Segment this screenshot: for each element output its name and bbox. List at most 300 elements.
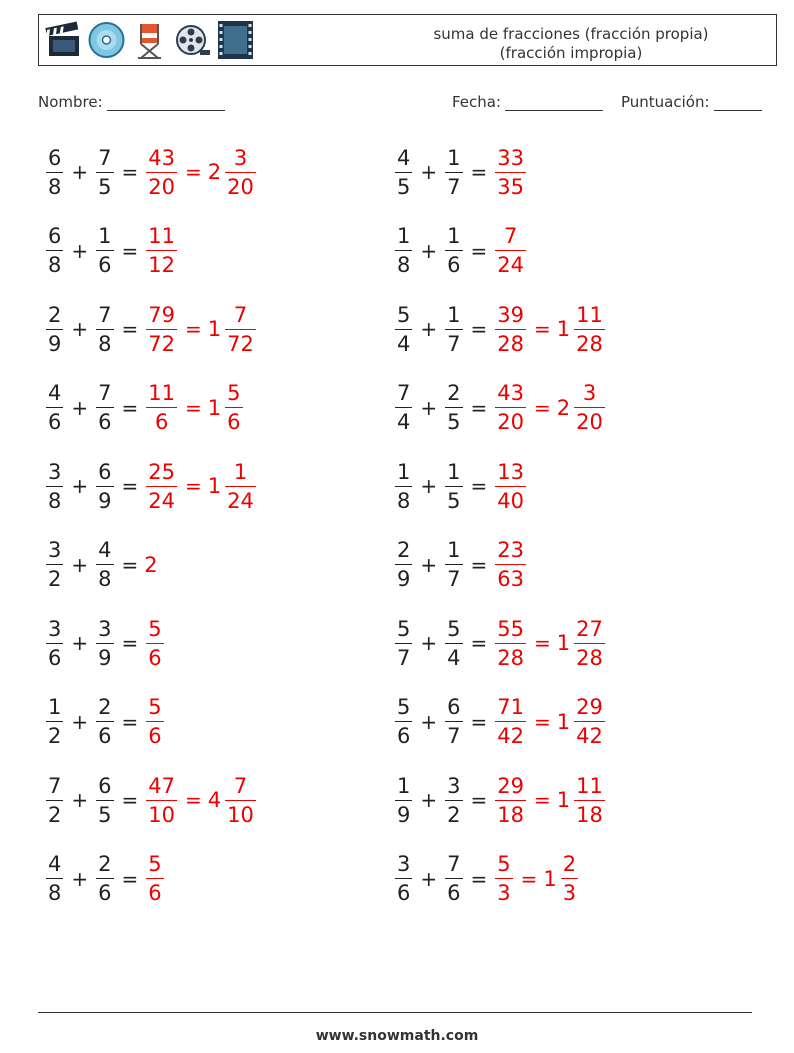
denominator: 6 xyxy=(98,410,112,434)
fraction-bar xyxy=(46,172,63,173)
fraction xyxy=(46,852,63,905)
denominator: 6 xyxy=(148,881,162,905)
fraction-bar xyxy=(445,564,462,565)
fraction xyxy=(46,538,63,591)
numerator: 71 xyxy=(497,695,525,719)
mixed-fraction xyxy=(225,146,256,199)
denominator: 6 xyxy=(98,724,112,748)
fraction xyxy=(495,617,526,670)
denominator: 6 xyxy=(148,645,162,670)
equals-sign: = xyxy=(534,788,551,812)
denominator: 20 xyxy=(576,410,603,434)
fraction-bar xyxy=(445,721,462,722)
fraction xyxy=(445,774,462,827)
fraction-bar xyxy=(574,721,605,722)
plus-sign: + xyxy=(71,238,89,263)
numerator: 39 xyxy=(497,302,525,327)
fraction xyxy=(395,617,412,670)
fraction-bar xyxy=(46,250,63,251)
numerator: 3 xyxy=(397,852,411,876)
fraction-bar xyxy=(46,721,63,722)
fraction xyxy=(146,852,163,905)
plus-sign: + xyxy=(420,474,438,498)
plus-sign: + xyxy=(71,788,89,812)
denominator: 40 xyxy=(497,488,525,513)
numerator: 1 xyxy=(447,145,461,170)
mixed-whole: 1 xyxy=(556,709,571,734)
denominator: 4 xyxy=(397,331,411,356)
fraction-bar xyxy=(96,486,113,487)
fraction xyxy=(445,538,462,591)
equals-sign: = xyxy=(121,866,139,891)
fraction xyxy=(96,774,113,827)
answer-whole: 2 xyxy=(144,552,158,577)
fraction-bar xyxy=(225,486,256,487)
denominator: 9 xyxy=(98,488,112,513)
denominator: 2 xyxy=(48,567,62,591)
denominator: 7 xyxy=(447,724,461,748)
denominator: 4 xyxy=(447,645,461,670)
denominator: 10 xyxy=(148,802,176,827)
fraction-bar xyxy=(146,250,177,251)
problem-item xyxy=(44,295,258,363)
problem-item xyxy=(393,452,528,520)
fraction-bar xyxy=(46,329,63,330)
denominator: 7 xyxy=(447,331,461,356)
denominator: 8 xyxy=(48,253,62,277)
problem-item xyxy=(44,845,166,913)
fraction-bar xyxy=(46,486,63,487)
denominator: 5 xyxy=(397,174,411,199)
fraction-bar xyxy=(445,407,462,408)
plus-sign: + xyxy=(420,709,438,734)
denominator: 6 xyxy=(148,724,162,748)
equals-sign: = xyxy=(470,709,488,734)
problem-item xyxy=(44,531,158,599)
mixed-whole: 1 xyxy=(543,866,557,891)
equals-sign: = xyxy=(470,631,488,655)
fraction xyxy=(495,852,512,905)
denominator: 2 xyxy=(48,802,62,827)
numerator: 11 xyxy=(576,302,603,327)
equals-sign: = xyxy=(121,317,139,341)
numerator: 3 xyxy=(48,459,62,484)
equals-sign: = xyxy=(121,238,139,263)
denominator: 18 xyxy=(576,802,603,827)
numerator: 3 xyxy=(233,145,248,170)
name-field[interactable] xyxy=(38,93,225,111)
denominator: 9 xyxy=(397,802,411,827)
fraction xyxy=(495,538,526,591)
date-label: Fecha: xyxy=(452,93,502,111)
problem-item xyxy=(393,531,528,599)
equals-sign: = xyxy=(121,160,139,184)
fraction xyxy=(495,695,526,748)
numerator: 6 xyxy=(98,773,112,798)
problem-item xyxy=(393,609,607,677)
numerator: 1 xyxy=(397,459,411,484)
plus-sign: + xyxy=(71,395,89,420)
numerator: 5 xyxy=(148,695,162,719)
fraction-bar xyxy=(96,250,113,251)
fraction-bar xyxy=(395,407,412,408)
fraction-bar xyxy=(574,407,605,408)
fraction-bar xyxy=(445,329,462,330)
plus-sign: + xyxy=(420,552,438,577)
numerator: 7 xyxy=(233,773,248,798)
fraction xyxy=(445,381,462,434)
fraction xyxy=(395,303,412,356)
plus-sign: + xyxy=(71,709,89,734)
denominator: 9 xyxy=(397,567,411,591)
numerator: 3 xyxy=(98,616,112,641)
denominator: 4 xyxy=(397,410,411,434)
fraction-bar xyxy=(225,172,256,173)
numerator: 1 xyxy=(447,224,461,248)
plus-sign: + xyxy=(420,160,438,184)
equals-sign: = xyxy=(534,395,551,420)
fraction-bar xyxy=(445,800,462,801)
equals-sign: = xyxy=(534,709,551,734)
fraction xyxy=(146,460,177,513)
fraction-bar xyxy=(445,878,462,879)
mixed-whole: 1 xyxy=(207,395,222,420)
denominator: 3 xyxy=(497,881,511,905)
numerator: 5 xyxy=(148,852,162,876)
numerator: 7 xyxy=(447,852,461,876)
equals-sign: = xyxy=(520,866,538,891)
denominator: 18 xyxy=(497,802,525,827)
numerator: 79 xyxy=(148,302,176,327)
denominator: 8 xyxy=(397,488,411,513)
denominator: 5 xyxy=(98,802,112,827)
numerator: 1 xyxy=(233,459,248,484)
fraction xyxy=(395,381,412,434)
fraction xyxy=(445,695,462,748)
numerator: 1 xyxy=(447,538,461,562)
fraction-bar xyxy=(96,564,113,565)
fraction xyxy=(495,146,526,199)
equals-sign: = xyxy=(534,631,551,655)
numerator: 11 xyxy=(148,224,176,248)
fraction xyxy=(395,695,412,748)
numerator: 5 xyxy=(497,852,511,876)
fraction xyxy=(495,381,526,434)
equals-sign: = xyxy=(121,474,139,498)
fraction xyxy=(146,146,177,199)
denominator: 28 xyxy=(497,645,525,670)
plus-sign: + xyxy=(420,631,438,655)
equals-sign: = xyxy=(185,395,202,420)
denominator: 63 xyxy=(497,567,525,591)
fraction-bar xyxy=(46,878,63,879)
fraction-bar xyxy=(495,643,526,644)
problem-item xyxy=(44,217,179,285)
fraction-bar xyxy=(495,172,526,173)
fraction xyxy=(96,538,113,591)
equals-sign: = xyxy=(185,788,202,812)
fraction-bar xyxy=(445,486,462,487)
problem-item xyxy=(393,845,580,913)
denominator: 8 xyxy=(98,567,112,591)
mixed-fraction xyxy=(561,852,578,905)
denominator: 5 xyxy=(447,410,461,434)
denominator: 7 xyxy=(447,174,461,199)
numerator: 3 xyxy=(447,773,461,798)
numerator: 5 xyxy=(397,302,411,327)
denominator: 20 xyxy=(497,410,525,434)
numerator: 11 xyxy=(148,381,176,405)
fraction xyxy=(96,460,113,513)
fraction xyxy=(146,695,163,748)
denominator: 6 xyxy=(98,253,112,277)
denominator: 20 xyxy=(148,174,176,199)
numerator: 1 xyxy=(397,224,411,248)
fraction-bar xyxy=(395,250,412,251)
numerator: 1 xyxy=(447,459,461,484)
fraction-bar xyxy=(495,329,526,330)
equals-sign: = xyxy=(185,474,202,498)
fraction xyxy=(495,224,526,277)
numerator: 5 xyxy=(397,616,411,641)
numerator: 27 xyxy=(576,616,603,641)
fraction-bar xyxy=(395,564,412,565)
fraction-bar xyxy=(146,407,177,408)
numerator: 5 xyxy=(148,616,162,641)
numerator: 2 xyxy=(98,852,112,876)
numerator: 2 xyxy=(48,302,62,327)
name-label: Nombre: xyxy=(38,93,103,111)
plus-sign: + xyxy=(420,238,438,263)
fraction-bar xyxy=(561,878,578,879)
numerator: 7 xyxy=(233,302,248,327)
mixed-fraction xyxy=(574,381,605,434)
disc-icon xyxy=(88,20,125,60)
fraction-bar xyxy=(395,329,412,330)
fraction-bar xyxy=(395,721,412,722)
numerator: 7 xyxy=(98,145,112,170)
denominator: 20 xyxy=(227,174,254,199)
denominator: 8 xyxy=(397,253,411,277)
mixed-fraction xyxy=(574,774,605,827)
problem-item xyxy=(393,688,607,756)
equals-sign: = xyxy=(470,395,488,420)
denominator: 6 xyxy=(48,410,62,434)
mixed-fraction xyxy=(225,381,242,434)
mixed-whole: 1 xyxy=(556,631,571,655)
equals-sign: = xyxy=(470,317,488,341)
fraction xyxy=(495,460,526,513)
plus-sign: + xyxy=(71,160,89,184)
fraction xyxy=(495,774,526,827)
fraction xyxy=(46,146,63,199)
score-blank[interactable] xyxy=(714,96,762,111)
fraction-bar xyxy=(495,250,526,251)
fraction xyxy=(96,303,113,356)
mixed-whole: 1 xyxy=(556,317,571,341)
numerator: 2 xyxy=(447,381,461,405)
plus-sign: + xyxy=(420,866,438,891)
denominator: 6 xyxy=(397,724,411,748)
mixed-whole: 1 xyxy=(556,788,571,812)
fraction xyxy=(46,695,63,748)
score-label: Puntuación: xyxy=(621,93,710,111)
numerator: 7 xyxy=(48,773,62,798)
mixed-whole: 2 xyxy=(556,395,571,420)
fraction-bar xyxy=(395,800,412,801)
fraction xyxy=(146,224,177,277)
denominator: 6 xyxy=(98,881,112,905)
fraction xyxy=(395,774,412,827)
equals-sign: = xyxy=(470,238,488,263)
fraction-bar xyxy=(225,329,256,330)
equals-sign: = xyxy=(121,552,139,577)
numerator: 13 xyxy=(497,459,525,484)
fraction-bar xyxy=(445,172,462,173)
fraction-bar xyxy=(46,800,63,801)
director-chair-icon xyxy=(131,20,168,60)
numerator: 33 xyxy=(497,145,525,170)
denominator: 12 xyxy=(148,253,176,277)
equals-sign: = xyxy=(121,709,139,734)
numerator: 3 xyxy=(582,381,597,405)
fraction-bar xyxy=(96,878,113,879)
fraction-bar xyxy=(225,800,256,801)
numerator: 55 xyxy=(497,616,525,641)
date-blank[interactable] xyxy=(505,96,603,111)
mixed-fraction xyxy=(574,617,605,670)
numerator: 25 xyxy=(148,459,176,484)
date-field[interactable] xyxy=(452,93,603,111)
fraction xyxy=(395,538,412,591)
icon-strip xyxy=(45,20,254,62)
fraction-bar xyxy=(574,329,605,330)
denominator: 6 xyxy=(397,881,411,905)
numerator: 11 xyxy=(576,773,603,798)
fraction-bar xyxy=(146,800,177,801)
fraction-bar xyxy=(574,643,605,644)
equals-sign: = xyxy=(470,866,488,891)
fraction xyxy=(445,852,462,905)
denominator: 28 xyxy=(576,331,603,356)
fraction xyxy=(96,617,113,670)
fraction xyxy=(46,774,63,827)
fraction xyxy=(445,146,462,199)
equals-sign: = xyxy=(185,160,202,184)
fraction xyxy=(146,617,163,670)
fraction xyxy=(445,303,462,356)
plus-sign: + xyxy=(420,788,438,812)
plus-sign: + xyxy=(71,474,89,498)
fraction xyxy=(96,381,113,434)
fraction xyxy=(395,224,412,277)
numerator: 4 xyxy=(397,145,411,170)
numerator: 47 xyxy=(148,773,176,798)
fraction xyxy=(46,224,63,277)
fraction xyxy=(46,460,63,513)
fraction xyxy=(395,852,412,905)
equals-sign: = xyxy=(121,631,139,655)
name-blank[interactable] xyxy=(107,96,225,111)
fraction-bar xyxy=(445,643,462,644)
fraction-bar xyxy=(445,250,462,251)
fraction-bar xyxy=(395,486,412,487)
fraction-bar xyxy=(225,407,242,408)
plus-sign: + xyxy=(71,631,89,655)
equals-sign: = xyxy=(470,552,488,577)
fraction-bar xyxy=(395,878,412,879)
equals-sign: = xyxy=(470,160,488,184)
fraction-bar xyxy=(146,172,177,173)
denominator: 8 xyxy=(48,174,62,199)
fraction-bar xyxy=(495,407,526,408)
fraction xyxy=(146,303,177,356)
mixed-fraction xyxy=(225,774,256,827)
mixed-fraction xyxy=(574,303,605,356)
problem-item xyxy=(393,374,607,442)
fraction-bar xyxy=(46,564,63,565)
denominator: 8 xyxy=(98,331,112,356)
fraction-bar xyxy=(96,172,113,173)
denominator: 24 xyxy=(227,488,254,513)
fraction-bar xyxy=(46,643,63,644)
problem-item xyxy=(393,766,607,834)
denominator: 28 xyxy=(497,331,525,356)
denominator: 24 xyxy=(148,488,176,513)
numerator: 6 xyxy=(48,145,62,170)
numerator: 2 xyxy=(98,695,112,719)
numerator: 1 xyxy=(397,773,411,798)
denominator: 5 xyxy=(98,174,112,199)
header-box xyxy=(38,14,777,66)
clapperboard-icon xyxy=(45,20,82,60)
fraction-bar xyxy=(395,643,412,644)
plus-sign: + xyxy=(71,552,89,577)
fraction xyxy=(445,617,462,670)
denominator: 72 xyxy=(227,331,254,356)
numerator: 6 xyxy=(447,695,461,719)
footer-divider xyxy=(38,1012,752,1013)
numerator: 1 xyxy=(98,224,112,248)
denominator: 8 xyxy=(48,881,62,905)
problem-item xyxy=(44,452,258,520)
fraction-bar xyxy=(146,643,163,644)
numerator: 6 xyxy=(48,224,62,248)
denominator: 8 xyxy=(48,488,62,513)
denominator: 7 xyxy=(447,567,461,591)
problem-item xyxy=(393,138,528,206)
numerator: 4 xyxy=(48,852,62,876)
fraction xyxy=(495,303,526,356)
problem-item xyxy=(44,766,258,834)
fraction xyxy=(395,460,412,513)
fraction-bar xyxy=(146,878,163,879)
numerator: 7 xyxy=(397,381,411,405)
plus-sign: + xyxy=(420,395,438,420)
denominator: 6 xyxy=(447,881,461,905)
fraction-bar xyxy=(395,172,412,173)
score-field[interactable] xyxy=(621,93,762,111)
film-reel-icon xyxy=(174,20,211,60)
numerator: 1 xyxy=(48,695,62,719)
equals-sign: = xyxy=(121,395,139,420)
fraction-bar xyxy=(574,800,605,801)
denominator: 2 xyxy=(48,724,62,748)
denominator: 3 xyxy=(562,881,577,905)
numerator: 5 xyxy=(397,695,411,719)
numerator: 5 xyxy=(227,381,241,405)
fraction xyxy=(96,695,113,748)
